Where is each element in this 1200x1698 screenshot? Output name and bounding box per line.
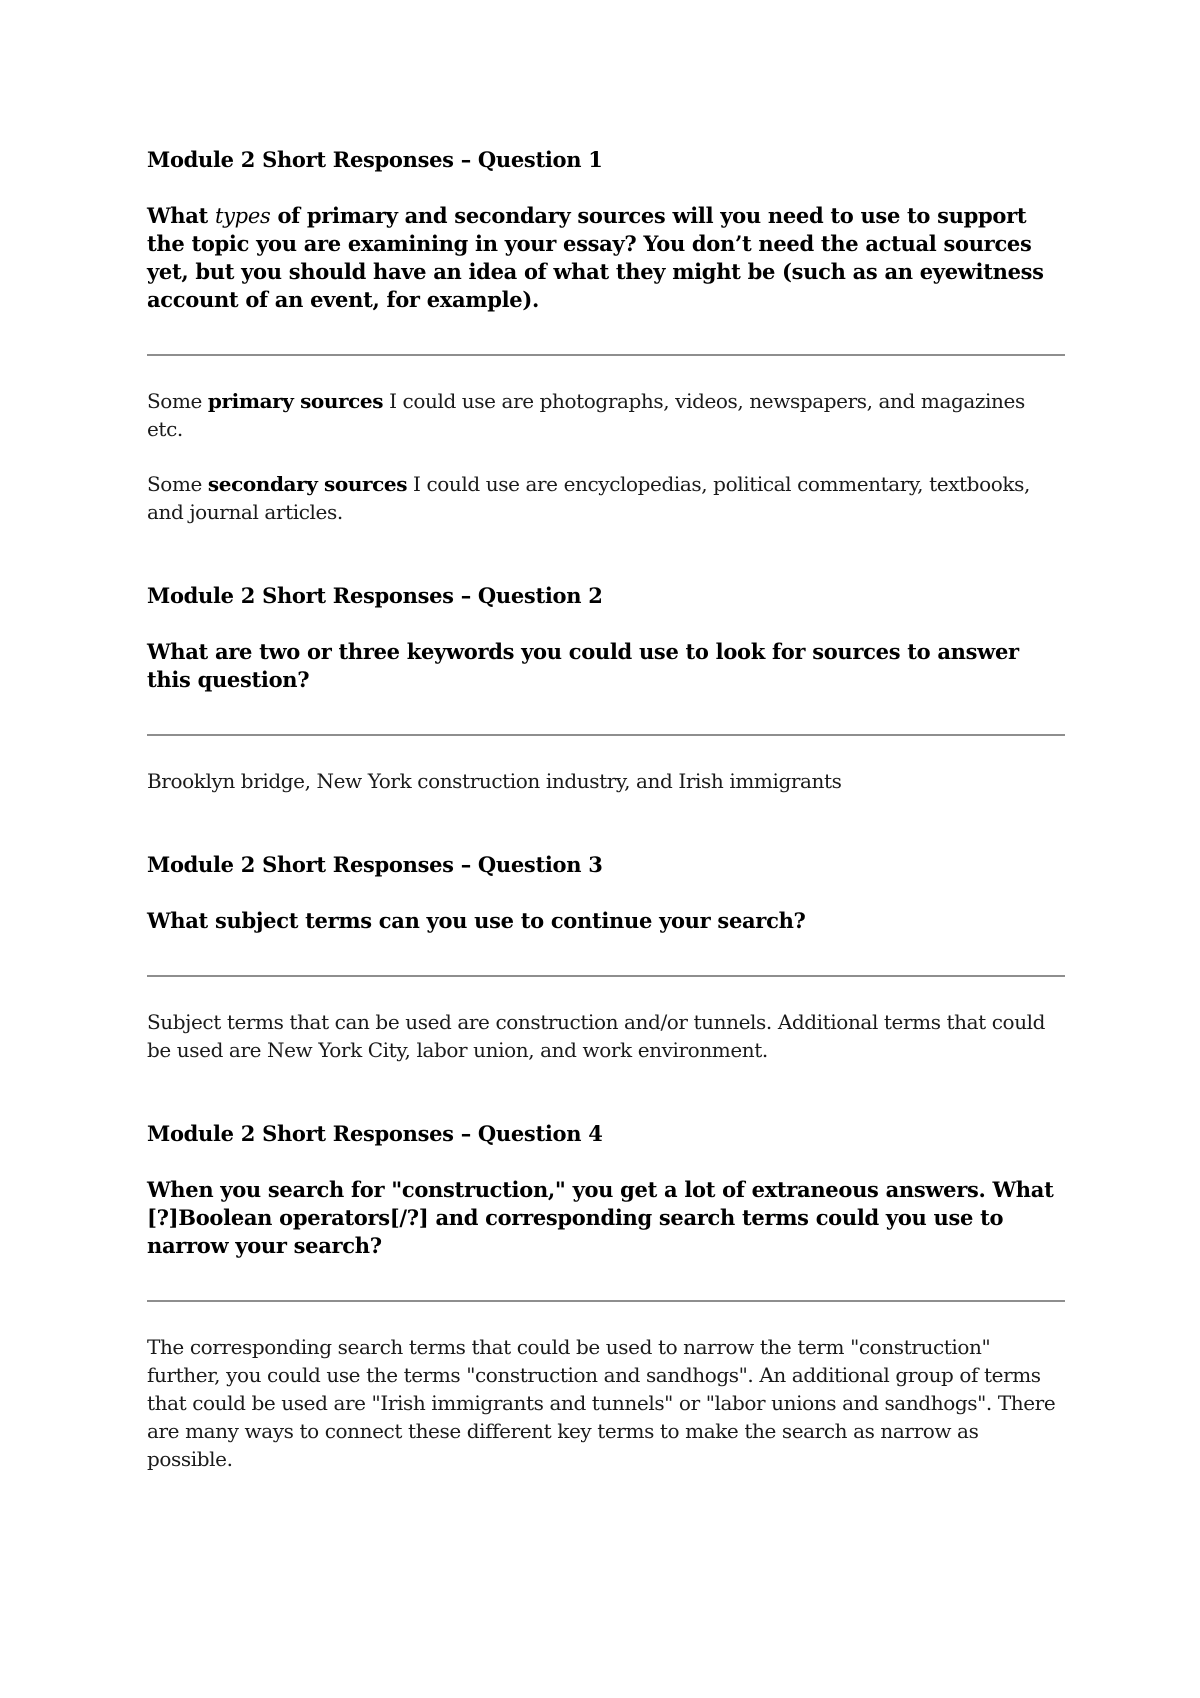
question-1-prompt-italic: types [214, 204, 271, 228]
question-4-divider [147, 1300, 1065, 1302]
question-4-prompt: When you search for "construction," you get a lot of extraneous answers. What [?]Boolean operators[/?] and corresponding search terms could you use to narrow your search? [147, 1177, 1054, 1258]
section-question-2 [147, 582, 1065, 795]
question-2-divider [147, 734, 1065, 736]
question-3-answer: Subject terms that can be used are construction and/or tunnels. Additional terms that could be used are New York City, labor union, and work environment. [147, 1010, 1046, 1062]
answer-1a-pre: Some [147, 389, 208, 413]
section-gap [147, 526, 1065, 582]
question-2-heading: Module 2 Short Responses – Question 2 [147, 583, 603, 608]
question-2-prompt: What are two or three keywords you could use to look for sources to answer this question? [147, 639, 1019, 692]
question-1-divider [147, 354, 1065, 356]
section-question-1 [147, 146, 1065, 526]
question-1-prompt [147, 202, 1065, 314]
question-1-heading: Module 2 Short Responses – Question 1 [147, 147, 603, 172]
answer-1b-post: I could use are encyclopedias, political commentary, textbooks, and journal articles. [147, 472, 1030, 524]
question-3-divider [147, 975, 1065, 977]
section-question-3 [147, 851, 1065, 1064]
question-1-prompt-pre: What [147, 203, 215, 228]
answer-1b-bold: secondary sources [207, 472, 408, 496]
answer-1a-bold: primary sources [207, 389, 384, 413]
question-4-heading: Module 2 Short Responses – Question 4 [147, 1121, 603, 1146]
answer-1b-pre: Some [147, 472, 208, 496]
section-gap [147, 795, 1065, 851]
question-1-prompt-post: of primary and secondary sources will you need to use to support the topic you are examining in your essay? You don’t need the actual sources yet, but you should have an idea of what they might be (such as an eyewitness account of an event, for example). [147, 203, 1044, 312]
question-1-answer-primary [147, 387, 1065, 443]
document-page [147, 146, 1065, 1473]
question-1-answer-secondary [147, 470, 1065, 526]
question-3-prompt: What subject terms can you use to continue your search? [147, 908, 806, 933]
answer-1a-post: I could use are photographs, videos, newspapers, and magazines etc. [147, 389, 1025, 441]
question-4-answer: The corresponding search terms that could be used to narrow the term "construction" further, you could use the terms "construction and sandhogs". An additional group of terms that could be used are "Irish immigrants and tunnels" or "labor unions and sandhogs". There are many ways to connect these different key terms to make the search as narrow as possible. [147, 1335, 1056, 1471]
section-question-4 [147, 1120, 1065, 1473]
question-2-answer: Brooklyn bridge, New York construction industry, and Irish immigrants [147, 769, 842, 793]
section-gap [147, 1064, 1065, 1120]
question-3-heading: Module 2 Short Responses – Question 3 [147, 852, 603, 877]
